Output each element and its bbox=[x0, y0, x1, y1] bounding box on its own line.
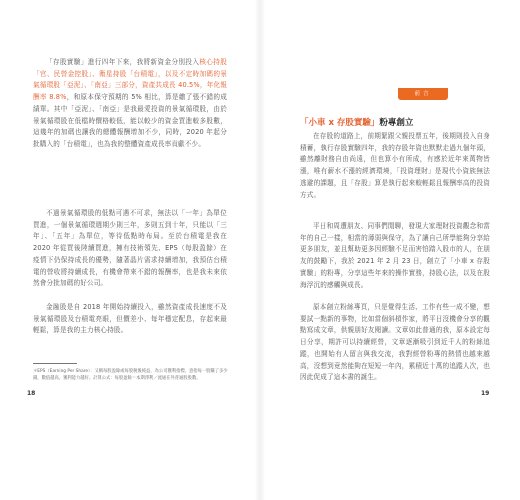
paragraph-text: 「存股實驗」進行四年下來，我將新資金分別投入 bbox=[46, 58, 200, 66]
page-number-left: 18 bbox=[27, 390, 36, 397]
heading-text: 粉專創立 bbox=[379, 118, 414, 128]
section-heading bbox=[300, 116, 490, 128]
footnote-eps: ＊EPS（Earning Per Share）：又稱每股盈餘或每股稅後純益，為公司獲利指標，意指每一股賺了多少錢，數值越高，獲利能力越好。計算公式：每股盈餘＝本期淨利／流通在外普通股股數。 bbox=[33, 369, 228, 382]
page-number-right: 19 bbox=[481, 390, 490, 397]
paragraph-text: ，和原本保守預期的 5% 相比，算是繳了張不錯的成績單。其中「亞泥」、「南亞」是我最愛投資的景氣循環股，由於景氣循環股在低檔時價格較低，能以較少的資金買進較多股數，這幾年的加碼也讓我的總體報酬增加不少，同時，2020 年起分批購入的「台積電」，也為我的整體資產成長率貢獻不少。 bbox=[33, 93, 227, 148]
left-page bbox=[0, 0, 258, 500]
footnote-divider bbox=[33, 363, 77, 364]
paragraph-fanpage-growth: 原本創立粉絲專頁，只是覺得生活、工作有些一成不變，想要試一點新的事物，比如當個斜槓作家，將平日沒機會分享的觀點寫成文章，供親朋好友閱讀。文章如此普通的我，原本設定每日分享，期許可以持續經營，文章逐漸吸引到近千人的粉絲追蹤，也開始有人留言與我交流，我對經營粉專的熱情也越來越高，沒想到竟然能夠在短短一年內，累積近十萬的追蹤人次，也因此促成了這本書的誕生。 bbox=[300, 303, 490, 382]
heading-accent-text: 「小車 x 存股實驗」 bbox=[300, 118, 380, 128]
section-tab-label: 前言 bbox=[414, 91, 432, 97]
paragraph-fanpage-founding: 平日和周遭朋友、同事們閒聊，發現大家理財投資觀念和當年的自己一樣，相當的薄弱與保守，為了讓自己所學能夠分享給更多朋友，並且幫助更多因經驗不足而害怕踏入股市的人，在朋友的鼓勵下，我於 2021 年 2 月 23 日，創立了「小車 x 存股實驗」的粉專，分享這些年來的操作實務，持股心法，以及在股海浮沉的感觸與成長。 bbox=[300, 222, 490, 289]
paragraph-investing-journey: 在存股的道路上，前期緊跟父親投票五年，後期則投入自身積蓄，執行存股實驗四年，我的存股年資也默默走過九個年頭，雖然離財務自由尚遠，但也算小有所成，有感於近年來萬物皆漲，唯有薪水不漲的經濟環境，「投資理財」是現代小資族無法逃避的課題，且「存股」算是執行起來較輕鬆且報酬率高的投資方式。 bbox=[300, 132, 490, 199]
paragraph-investment-results bbox=[33, 57, 227, 151]
highlighted-text: 核心持股「官、民營金控股」、衛星持股「台積電」，以及不定時加碼的景氣循環股「亞泥」、「南亞」三部分，資產共成長 40.5%，年化報酬率 8.8% bbox=[33, 58, 227, 102]
paragraph-financial-stocks: 金融股是自 2018 年開始持續投入，雖然資產成長速度不及景氣循環股及台積電亮眼，但價差小、每年穩定配息，存起來最輕鬆，算是我的主力核心持股。 bbox=[33, 303, 227, 335]
paragraph-cyclical-stocks: 不過景氣循環股的低點可遇不可求，無法以「一年」為單位買進，一個景氣循環週期少則三年，多則五到十年，只能以「三年」、「五年」為單位，等待低點時布局。至於台積電是我在 2020 年從買後陸續買進，擁有技術領先、EPS（每股盈餘）在疫情下仍保持成長的優勢，隨著晶片需求持續增加，我預估台積電的營收將持續成長，有機會帶來不錯的報酬率，也是我未來依然會分批加碼的好公司。 bbox=[33, 209, 227, 288]
section-tab bbox=[398, 88, 448, 100]
